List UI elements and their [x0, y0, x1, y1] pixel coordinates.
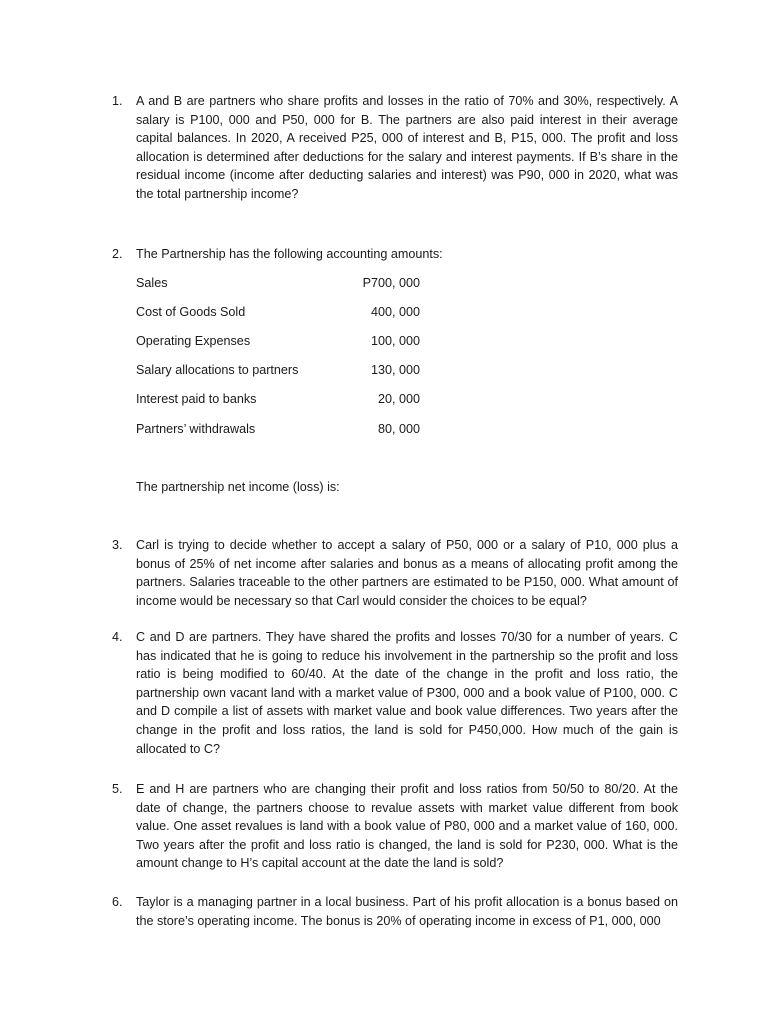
account-label: Partners’ withdrawals [136, 422, 256, 436]
account-row-withdrawals [136, 420, 420, 438]
question-text: Carl is trying to decide whether to accept a salary of P50, 000 or a salary of P10, 000 plus a bonus of 25% of net income after salaries and bonus as a means of allocating profit among the partners. Salaries traceable to the other partners are estimated to be P150, 000. What amount of income would be necessary so that Carl would consider the choices to be equal? [136, 538, 678, 608]
question-number: 5. [112, 782, 123, 796]
account-row-salary-allocations [136, 361, 420, 379]
question-5 [112, 780, 678, 873]
account-label: Salary allocations to partners [136, 363, 299, 377]
account-row-operating-expenses [136, 332, 420, 350]
question-6 [112, 893, 678, 930]
question-1 [112, 92, 678, 204]
account-amount: P700, 000 [362, 276, 420, 290]
net-income-prompt: The partnership net income (loss) is: [136, 480, 340, 494]
question-number: 2. [112, 247, 123, 261]
question-4 [112, 628, 678, 758]
account-amount: 130, 000 [370, 363, 420, 377]
account-amount: 100, 000 [370, 334, 420, 348]
account-amount: 20, 000 [377, 392, 420, 406]
account-amount: 80, 000 [377, 422, 420, 436]
question-number: 4. [112, 630, 123, 644]
account-label: Interest paid to banks [136, 392, 257, 406]
account-row-cogs [136, 303, 420, 321]
account-amount: 400, 000 [370, 305, 420, 319]
question-text: C and D are partners. They have shared the profits and losses 70/30 for a number of years. C has indicated that he is going to reduce his involvement in the partnership so the profit and loss ratio is being modified to 60/40. At the date of the change in the profit and loss ratio, the partnership own vacant land with a market value of P300, 000 and a book value of P100, 000. C and D compile a list of assets with market value and book value differences. Two years after the change in the profit and loss ratios, the land is sold for P450,000. How much of the gain is allocated to C? [136, 630, 678, 756]
account-row-sales [136, 274, 420, 292]
account-label: Sales [136, 276, 168, 290]
account-label: Operating Expenses [136, 334, 251, 348]
account-row-interest-paid [136, 390, 420, 408]
question-text: A and B are partners who share profits and losses in the ratio of 70% and 30%, respectively. A salary is P100, 000 and P50, 000 for B. The partners are also paid interest in their average capital balances. In 2020, A received P25, 000 of interest and B, P15, 000. The profit and loss allocation is determined after deductions for the salary and interest payments. If B’s share in the residual income (income after deducting salaries and interest) was P90, 000 in 2020, what was the total partnership income? [136, 94, 678, 201]
question-3 [112, 536, 678, 610]
account-label: Cost of Goods Sold [136, 305, 246, 319]
question-number: 1. [112, 94, 123, 108]
question-2 [112, 245, 678, 264]
question-number: 3. [112, 538, 123, 552]
question-text: E and H are partners who are changing their profit and loss ratios from 50/50 to 80/20. At the date of change, the partners choose to revalue assets with market value different from book value. One asset revalues is land with a book value of P80, 000 and a market value of 160, 000. Two years after the profit and loss ratio is changed, the land is sold for P230, 000. What is the amount change to H’s capital account at the date the land is sold? [136, 782, 678, 871]
question-text: The Partnership has the following accounting amounts: [136, 247, 443, 261]
question-number: 6. [112, 895, 123, 909]
question-text: Taylor is a managing partner in a local business. Part of his profit allocation is a bonus based on the store’s operating income. The bonus is 20% of operating income in excess of P1, 000, 000 [136, 895, 678, 928]
